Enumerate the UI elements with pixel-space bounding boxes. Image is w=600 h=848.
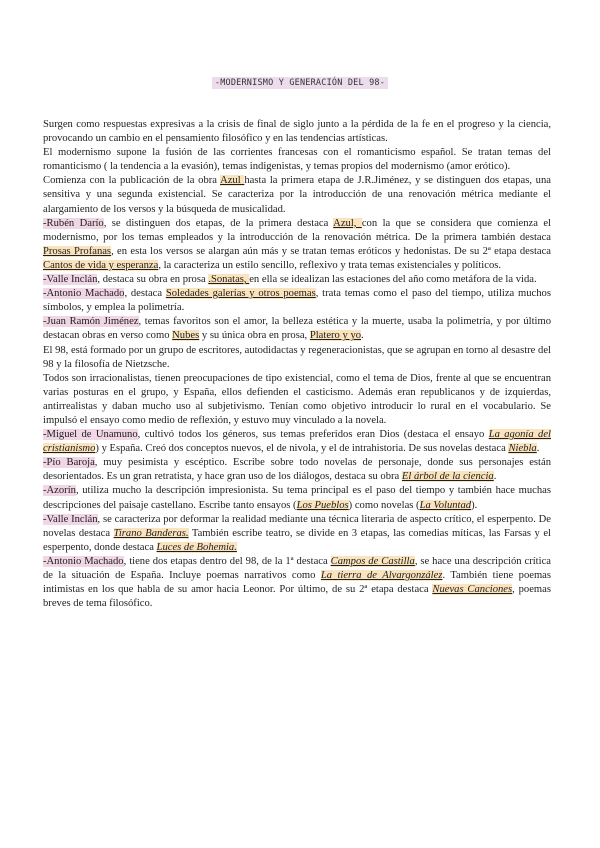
paragraph bbox=[43, 217, 551, 273]
work-title-highlight: Azul, bbox=[333, 217, 362, 229]
text-run: El 98, está formado por un grupo de escritores, autodidactas y regeneracionistas, que se agrupan en torno al desastre del 98 y la filosofía de Nietzsche. bbox=[43, 344, 551, 370]
paragraph bbox=[43, 287, 551, 315]
author-name-highlight: -Antonio Machado bbox=[43, 288, 125, 300]
text-run: con la que se considera que comienza el modernismo, por los temas empleados y la introducción de la renovación métrica. De la primera también destaca bbox=[43, 217, 551, 243]
text-run: Todos son irracionalistas, tienen preocupaciones de tipo existencial, como el tema de Dios, frente al que se encuentran varias posturas en el grupo, y España, ellos defienden el casticismo. Además eran republicanos y de izquierdas, antirrealistas y daban mucho uso al subjetivismo. Tenían como objetivo introducir lo rural en el vocabulario. Se impulsó el ensayo como medio de reflexión, y estuvo muy vinculado a la novela. bbox=[43, 372, 551, 426]
text-run: ) como novelas ( bbox=[348, 499, 420, 511]
work-title-highlight: La agonía del cristianismo bbox=[43, 429, 551, 455]
text-run: , destaca su obra en prosa bbox=[97, 274, 209, 286]
work-title-highlight: Los Pueblos bbox=[296, 499, 349, 511]
work-title-highlight: Campos de Castilla bbox=[330, 555, 415, 567]
paragraph bbox=[43, 118, 551, 146]
page-title: -MODERNISMO Y GENERACIÓN DEL 98- bbox=[212, 77, 388, 89]
work-title-highlight: Niebla bbox=[508, 443, 537, 455]
text-run: hasta la primera etapa de J.R.Jiménez, y se distinguen dos etapas, una sensitiva y una segunda existencial. Se caracteriza por la introducción de una renovación métrica mediante el alargamiento de los versos y la búsqueda de musicalidad. bbox=[43, 175, 551, 215]
text-run: , poemas breves de tema filosófico. bbox=[43, 584, 551, 610]
text-run: ). bbox=[471, 499, 478, 511]
text-run: , se caracteriza por deformar la realidad mediante una técnica literaria de aspecto crítico, el esperpento. De novelas destaca bbox=[43, 513, 551, 539]
text-run: , la caracteriza un estilo sencillo, reflexivo y trata temas existenciales y políticos. bbox=[158, 259, 502, 271]
work-title-highlight: Azul bbox=[220, 175, 245, 187]
paragraph bbox=[43, 273, 551, 287]
work-title-highlight: Platero y yo bbox=[309, 330, 362, 342]
author-name-highlight: -Valle Inclán bbox=[43, 513, 98, 525]
text-run: ) y España. Creó dos conceptos nuevos, el de nivola, y el de intrahistoria. De sus novelas destaca bbox=[95, 443, 509, 455]
text-run: Comienza con la publicación de la obra bbox=[43, 175, 221, 187]
text-run: . bbox=[493, 471, 497, 483]
text-run: , se hace una descripción crítica de la situación de España. Incluye poemas narrativos como bbox=[43, 555, 551, 581]
document-body bbox=[43, 118, 551, 611]
work-title-highlight: Nubes bbox=[172, 330, 200, 342]
paragraph bbox=[43, 174, 551, 216]
author-name-highlight: -Miguel de Unamuno bbox=[43, 429, 138, 441]
text-run: . bbox=[361, 330, 364, 342]
text-run: También escribe teatro, se divide en 3 etapas, las comedias míticas, las Farsas y el esperpento, donde destaca bbox=[43, 527, 551, 553]
paragraph bbox=[43, 513, 551, 555]
work-title-highlight: La Voluntad bbox=[419, 499, 472, 511]
text-run: , en esta los versos se alargan aún más y se tratan temas eróticos y hedonistas. De su 2ª etapa destaca bbox=[111, 245, 551, 257]
work-title-highlight: Luces de Bohemia. bbox=[156, 541, 237, 553]
text-run: , utiliza mucho la descripción impresionista. Su tema principal es el paso del tiempo y también hace muchas descripciones del paisaje castellano. Escribe tanto ensayos ( bbox=[43, 485, 551, 511]
text-run: Surgen como respuestas expresivas a la crisis de final de siglo junto a la pérdida de la fe en el progreso y la ciencia, provocando un cambio en el pensamiento filosófico y en las tendencias artísticas. bbox=[43, 119, 551, 145]
text-run: El modernismo supone la fusión de las corrientes francesas con el romanticismo español. Se tratan temas del romanticismo ( la tendencia a la evasión), temas indigenistas, y temas propios del modernismo (amor erótico). bbox=[43, 147, 551, 173]
author-name-highlight: -Pío Baroja bbox=[43, 457, 95, 469]
text-run: , destaca bbox=[124, 288, 166, 300]
work-title-highlight: Soledades galerías y otros poemas bbox=[165, 288, 316, 300]
paragraph bbox=[43, 146, 551, 174]
author-name-highlight: -Antonio Machado bbox=[43, 555, 124, 567]
paragraph bbox=[43, 315, 551, 343]
work-title-highlight: .Sonatas, bbox=[208, 274, 250, 286]
author-name-highlight: -Valle Inclán bbox=[43, 274, 98, 286]
text-run: , trata temas como el paso del tiempo, utiliza muchos símbolos, y emplea la polimetría. bbox=[43, 288, 551, 314]
author-name-highlight: -Rubén Darío bbox=[43, 217, 104, 229]
work-title-highlight: El árbol de la ciencia bbox=[401, 471, 494, 483]
text-run: , tiene dos etapas dentro del 98, de la 1ª destaca bbox=[123, 555, 331, 567]
text-run: . bbox=[536, 443, 540, 455]
paragraph bbox=[43, 484, 551, 512]
text-run: , cultivó todos los géneros, sus temas preferidos eran Dios (destaca el ensayo bbox=[137, 429, 489, 441]
paragraph bbox=[43, 555, 551, 611]
paragraph bbox=[43, 428, 551, 456]
text-run: , se distinguen dos etapas, de la primera destaca bbox=[103, 217, 334, 229]
title-block bbox=[0, 72, 600, 90]
text-run: . También tiene poemas intimistas en los que habla de su amor hacia Leonor. Por último, de su 2ª etapa destaca bbox=[43, 570, 552, 596]
paragraph bbox=[43, 372, 551, 428]
work-title-highlight: Nuevas Canciones bbox=[432, 584, 513, 596]
work-title-highlight: La tierra de Alvargonzález bbox=[320, 570, 443, 581]
work-title-highlight: Cantos de vida y esperanza bbox=[43, 259, 159, 271]
text-run: y su única obra en prosa, bbox=[199, 330, 310, 342]
text-run: en ella se idealizan las estaciones del año como metáfora de la vida. bbox=[249, 274, 537, 286]
work-title-highlight: Tirano Banderas. bbox=[113, 527, 189, 539]
author-name-highlight: -Juan Ramón Jiménez bbox=[43, 316, 139, 328]
paragraph bbox=[43, 344, 551, 372]
work-title-highlight: Prosas Profanas bbox=[43, 245, 112, 257]
author-name-highlight: -Azorín bbox=[43, 485, 76, 497]
text-run: , temas favoritos son el amor, la belleza estética y la muerte, usaba la polimetría, y por último destacan obras en verso como bbox=[43, 316, 551, 342]
text-run: , muy pesimista y escéptico. Escribe sobre todo novelas de personaje, donde sus personajes están desorientados. Es un gran retratista, y hace gran uso de los diálogos, destaca su obra bbox=[43, 457, 551, 483]
paragraph bbox=[43, 456, 551, 484]
